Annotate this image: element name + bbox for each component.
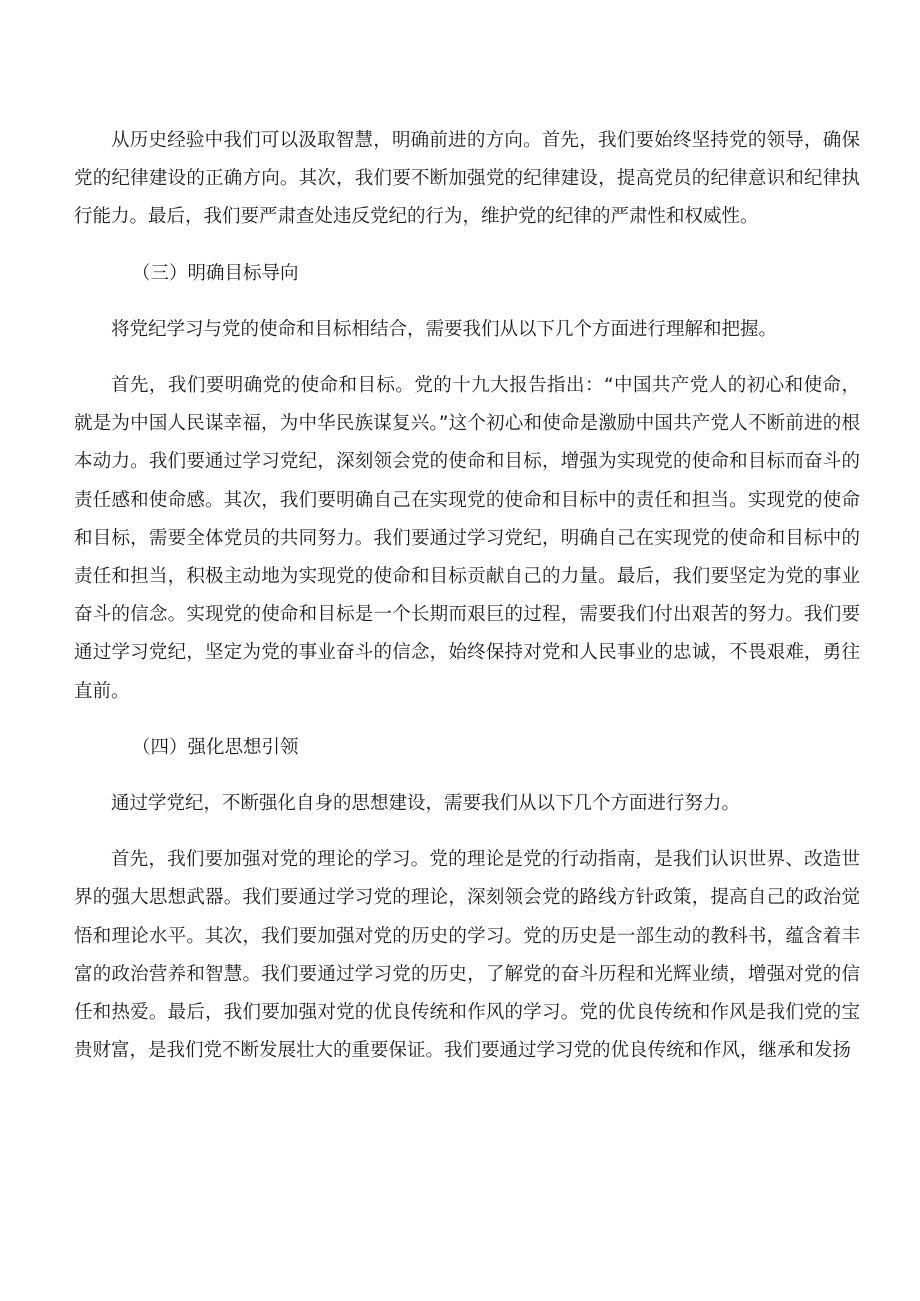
paragraph-theory-study: 首先，我们要加强对党的理论的学习。党的理论是党的行动指南，是我们认识世界、改造世界的强大思想武器。我们要通过学习党的理论，深刻领会党的路线方针政策，提高自己的政治觉悟和理论水平。其次，我们要加强对党的历史的学习。党的历史是一部生动的教科书，蕴含着丰富的政治营养和智慧。我们要通过学习党的历史，了解党的奋斗历程和光辉业绩，增强对党的信任和热爱。最后，我们要加强对党的优良传统和作风的学习。党的优良传统和作风是我们党的宝贵财富，是我们党不断发展壮大的重要保证。我们要通过学习党的优良传统和作风，继承和发扬	[74, 849, 860, 1062]
paragraph-history-lessons: 从历史经验中我们可以汲取智慧，明确前进的方向。首先，我们要始终坚持党的领导，确保党的纪律建设的正确方向。其次，我们要不断加强党的纪律建设，提高党员的纪律意识和纪律执行能力。最后，我们要严肃查处违反党纪的行为，维护党的纪律的严肃性和权威性。	[74, 130, 860, 228]
section-heading-4: （四）强化思想引领	[132, 736, 299, 758]
paragraph-mission-goals: 首先，我们要明确党的使命和目标。党的十九大报告指出：“中国共产党人的初心和使命，就是为中国人民谋幸福，为中华民族谋复兴。”这个初心和使命是激励中国共产党人不断前进的根本动力。我们要通过学习党纪，深刻领会党的使命和目标，增强为实现党的使命和目标而奋斗的责任感和使命感。其次，我们要明确自己在实现党的使命和目标中的责任和担当。实现党的使命和目标，需要全体党员的共同努力。我们要通过学习党纪，明确自己在实现党的使命和目标中的责任和担当，积极主动地为实现党的使命和目标贡献自己的力量。最后，我们要坚定为党的事业奋斗的信念。实现党的使命和目标是一个长期而艰巨的过程，需要我们付出艰苦的努力。我们要通过学习党纪，坚定为党的事业奋斗的信念，始终保持对党和人民事业的忠诚，不畏艰难，勇往直前。	[74, 375, 860, 702]
paragraph-thought-intro: 通过学党纪，不断强化自身的思想建设，需要我们从以下几个方面进行努力。	[111, 793, 741, 815]
section-heading-3: （三）明确目标导向	[132, 262, 299, 284]
paragraph-goal-intro: 将党纪学习与党的使命和目标相结合，需要我们从以下几个方面进行理解和把握。	[111, 318, 778, 340]
